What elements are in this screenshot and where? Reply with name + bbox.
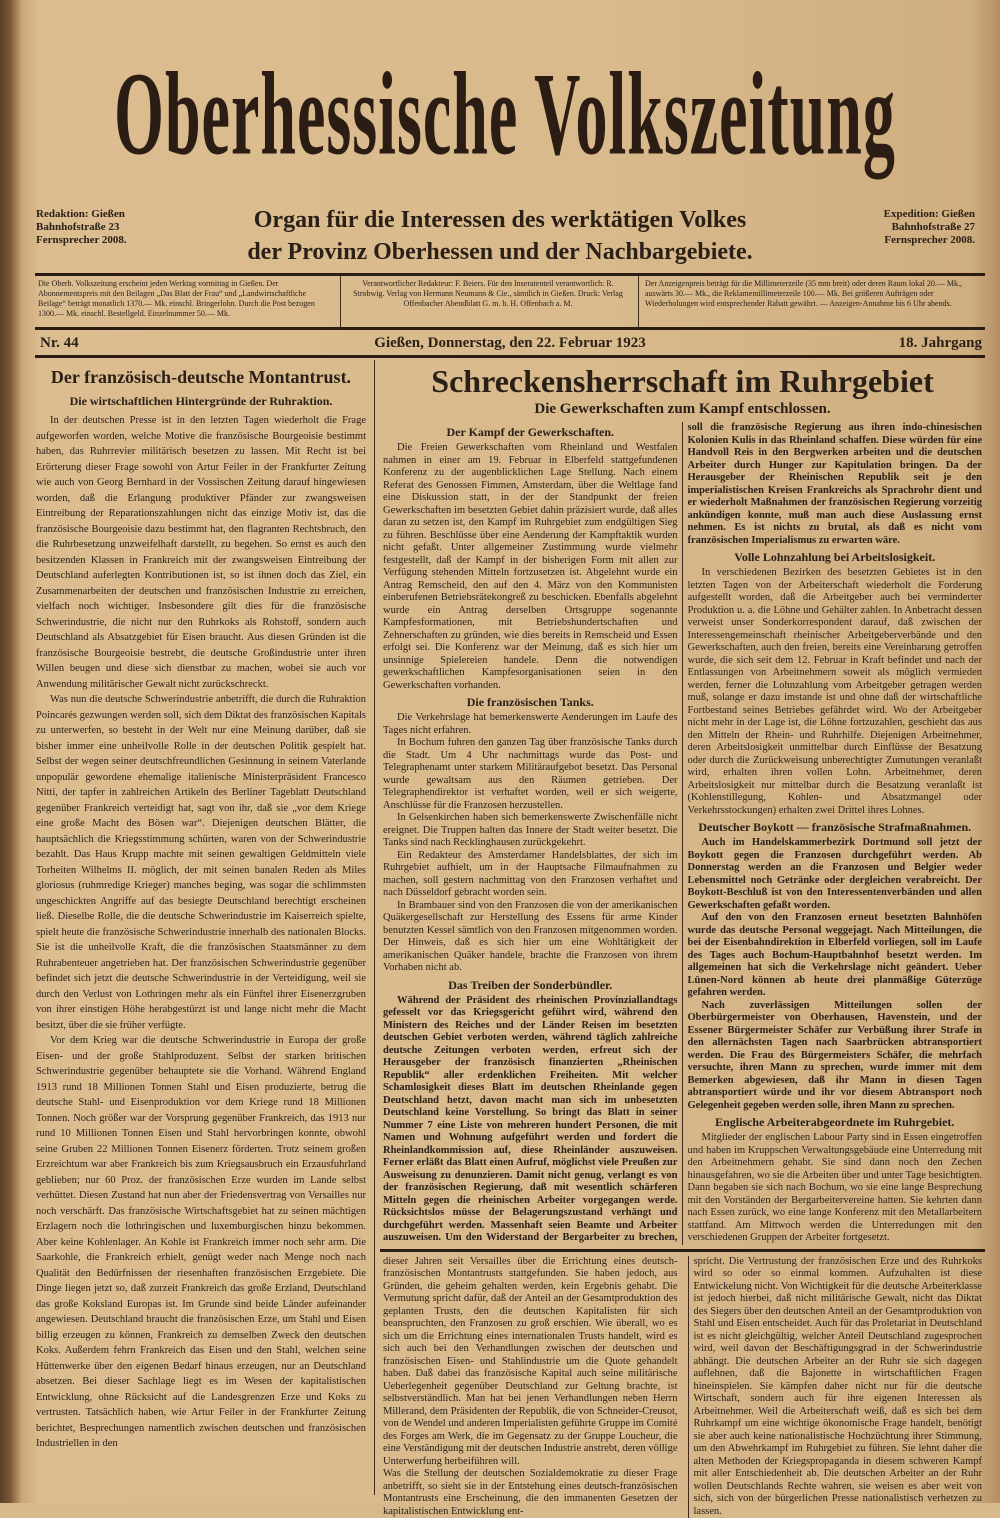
office-line: Fernsprecher 2008. bbox=[880, 234, 975, 247]
continuation-column-1: dieser Jahren seit Versailles über die Errichtung eines deutsch-französischen Montantrusts stattgefunden. Sie haben jedoch, aus Gründen, die geheim gehalten werden, kein Ergebnis gehabt. Die Vermutung spricht dafür, daß der Anteil an der Gesamtproduktion des geplanten Trusts, den die deutschen Kapitalisten für sich beanspruchten, den Franzosen zu groß erschien. Wie überall, wo es sich um die Errichtung eines internationalen Trusts handelt, wird es sich auch bei den Verhandlungen zwischen der deutschen und französischen Eisen- und Stahlindustrie um die Quote gehandelt haben. Daß dabei das französische Kapital auch seine militärische Ueberlegenheit gegenüber Deutschland zur Geltung brachte, ist selbstverständlich. Man hat bei jenen Verhandlungen neben Herrn Millerand, dem Präsidenten der Republik, die von Schneider-Creusot, von de Wendel und anderen Imperialisten geführte Gruppe im Comité des Forges am Werk, die im Gegensatz zu der Gruppe Loucheur, die eine Verständigung mit der deutschen Industrie anstrebt, deren völlige Unterwerfung herbeiführen will. Was die Stellung der deutschen Sozialdemokratie zu dieser Frage anbetrifft, so sieht sie in der Entstehung eines deutsch-französischen Montantrusts eine Erscheinung, die den immanenten Gesetzen der kapitalistischen Entwicklung ent- bbox=[383, 1256, 678, 1518]
editorial-office-box bbox=[36, 208, 131, 247]
section-heading: Das Treiben der Sonderbündler. bbox=[383, 978, 678, 993]
divider bbox=[35, 273, 985, 276]
editor-info: Verantwortlicher Redakteur: F. Beiers. Für den Inseratenteil verantwortlich: R. Strobwig. Verlag von Hermann Neumann & Cie., sämtlich in Gießen. Druck: Verlag Offenbacher Abendblatt G. m. b. H. Offenbach a. M. bbox=[348, 279, 628, 325]
section-heading: Deutscher Boykott — französische Strafmaßnahmen. bbox=[688, 820, 983, 835]
article-headline: Der französisch-deutsche Montantrust. bbox=[36, 366, 366, 388]
office-line: Expedition: Gießen bbox=[880, 208, 975, 221]
paragraph: Auf den von den Franzosen erneut besetzten Bahnhöfen wurde das deutsche Personal weggejagt. Nach Mitteilungen, die bei der Eisenbahndirektion in Elberfeld vorliegen, soll im Laufe des Tages auch Bochum-Hauptbahnhof besetzt werden. Im allgemeinen hat sich die Verkehrslage nicht geändert. Ueber Lünen-Nord können ab heute drei planmäßige Güterzüge gefahren werden. bbox=[688, 912, 983, 1000]
advertising-info: Der Anzeigenpreis beträgt für die Millimeterzeile (35 mm breit) oder deren Raum lokal 20.— Mk., auswärts 30.— Mk., die Reklamemillimeterzeile 100.— Mk. Bei größeren Aufträgen oder Wiederholungen wird entsprechender Rabatt gewährt. — Anzeigen-Annahme bis 6 Uhr abends. bbox=[645, 279, 980, 325]
office-line: Redaktion: Gießen bbox=[36, 208, 131, 221]
issue-number: Nr. 44 bbox=[40, 335, 79, 352]
section-heading: Der Kampf der Gewerkschaften. bbox=[383, 425, 678, 440]
divider bbox=[35, 327, 985, 330]
main-article-columns bbox=[380, 422, 985, 1245]
section-heading: Die französischen Tanks. bbox=[383, 695, 678, 710]
paragraph: Ein Redakteur des Amsterdamer Handelsblattes, der sich im Ruhrgebiet aufhielt, um in der Hauptsache Filmaufnahmen zu machen, soll gestern nachmittag von den Franzosen verhaftet und nach Düsseldorf gebracht worden sein. bbox=[383, 850, 678, 900]
paragraph: Die Verkehrslage hat bemerkenswerte Aenderungen im Laufe des Tages nicht erfahren. bbox=[383, 712, 678, 737]
paragraph: In verschiedenen Bezirken des besetzten Gebietes ist in den letzten Tagen von der Arbeiterschaft wiederholt die Forderung aufgestellt worden, daß die Arbeitgeber auch bei verminderter Produktion u. a. die Löhne und Gehälter zahlen. In Anbetracht dessen verweist unser Sonderkorrespondent darauf, daß zwischen der Interessengemeinschaft rheinischer Arbeitgeberverbände und den Gewerkschaften, auch den freien, bereits eine Vereinbarung getroffen wurde, die sich seit dem 12. Februar in Kraft befindet und nach der Entlassungen von Arbeitnehmern soweit als möglich vermieden werden, ferner die Lohnzahlung vom Arbeitgeber getragen werden muß, solange er dazu imstande ist und ohne daß der wirtschaftliche Fortbestand seines Betriebes gefährdet wird. Wo der Arbeitgeber nicht mehr in der Lage ist, die Löhne fortzuzahlen, geschieht das aus den Mitteln der Rhein- und Ruhrhilfe. Diejenigen Arbeitnehmer, deren Arbeitslosigkeit unmittelbar durch Einflüsse der Besatzung oder durch die Zurückweisung unberechtigter Zumutungen veranlaßt wird, erhalten ihren vollen Lohn. Arbeitnehmer, deren Arbeitslosigkeit nur mittelbar durch die Besatzung veranlaßt ist (Kohlenstillegung, Kohlen- und Absatzmangel oder Verkehrsstockungen) erhalten zwei Drittel ihres Lohnes. bbox=[688, 567, 983, 817]
main-subheadline: Die Gewerkschaften zum Kampf entschlossen. bbox=[380, 400, 985, 418]
paragraph: Mitglieder der englischen Labour Party sind in Essen eingetroffen und haben im Kruppschen Verwaltungsgebäude eine Unterredung mit den Arbeitnehmern gehabt. Sie sind dann noch den Zechen hinausgefahren, wo sie die Arbeiten über und unter Tage besichtigten. Dann begaben sie sich nach Bochum, wo sie eine lange Besprechung mit den Vorständen der Bergarbeitervereine hatten. Sie kehrten dann nach Essen zurück, wo eine lange Konferenz mit den Metallarbeitern stattfand. Am Mittwoch werden die Unterredungen mit den verschiedenen Gruppen der Arbeiter fortgesetzt. bbox=[688, 1132, 983, 1245]
subscription-info: Die Oberh. Volkszeitung erscheint jeden Werktag vormittag in Gießen. Der Abonnementspreis mit den Beilagen „Das Blatt der Frau“ und „Landwirtschaftliche Beilage“ beträgt monatlich 1370.— Mk. einschl. Bringerlohn. Durch die Post bezogen 1300.— Mk. einschl. Bestellgeld. Einzelnummer 50.— Mk. bbox=[38, 279, 333, 325]
divider bbox=[35, 355, 985, 358]
article-subheadline: Die wirtschaftlichen Hintergründe der Ruhraktion. bbox=[36, 394, 366, 409]
continuation-columns bbox=[380, 1256, 985, 1518]
paragraph: In Gelsenkirchen haben sich bemerkenswerte Zwischenfälle nicht ereignet. Die Truppen halten das Innere der Stadt weiter besetzt. Die Tanks sind nach Recklinghausen zurückgekehrt. bbox=[383, 812, 678, 850]
volume-year: 18. Jahrgang bbox=[899, 335, 982, 352]
issue-date: Gießen, Donnerstag, den 22. Februar 1923 bbox=[320, 335, 700, 352]
paragraph: Auch im Handelskammerbezirk Dortmund soll jetzt der Boykott gegen die Franzosen durchgeführt werden. Ab Donnerstag werden an die Franzosen und Belgier weder Lebensmittel noch Getränke oder dergleichen verabreicht. Der Boykott-Beschluß ist von den Interessentenverbänden und allen Gewerkschaften gefaßt worden. bbox=[688, 837, 983, 912]
paragraph: In Bochum fuhren den ganzen Tag über französische Tanks durch die Stadt. Um 4 Uhr nachmittags wurde das Post- und Telegraphenamt unter starkem Militäraufgebot besetzt. Das Personal wurde gewaltsam aus den Räumen getrieben. Der Telegraphendirektor ist verhaftet worden, weil er sich weigerte, Anschlüsse für die Franzosen herzustellen. bbox=[383, 737, 678, 812]
main-headline: Schreckensherrschaft im Ruhrgebiet bbox=[380, 362, 985, 400]
article-montantrust bbox=[36, 364, 366, 1452]
paragraph: Nach zuverlässigen Mitteilungen sollen der Oberbürgermeister von Oberhausen, Havenstein, und der Essener Bürgermeister Schäfer zur Verbüßung ihrer Strafe in den allernächsten Tagen nach Saarbrücken abtransportiert werden. Die Frau des Bürgermeisters Schäfer, die mehrfach versuchte, ihren Mann zu sprechen, wurde immer mit dem Bemerken abgewiesen, daß ihr Mann in diesen Tagen abtransportiert würde und ihr vor diesem Abtransport noch Gelegenheit gegeben werden solle, ihren Mann zu sprechen. bbox=[688, 1000, 983, 1113]
paragraph: In der deutschen Presse ist in den letzten Tagen wiederholt die Frage aufgeworfen worden, welche Motive die französische Bourgeoisie bestimmt haben, das Ruhrrevier militärisch besetzen zu lassen. Mit Recht ist bei Erörterung dieser Frage sowohl von Artur Feiler in der Frankfurter Zeitung wie auch von Georg Bernhard in der Vossischen Zeitung darauf hingewiesen worden, daß die Erlangung produktiver Pfänder zur zwangsweisen Eintreibung der Reparationszahlungen nicht das einzige Motiv ist, das die französische Bourgeoisie dazu bestimmt hat, den flagranten Rechtsbruch, den die Ruhrbesetzung unzweifelhaft darstellt, zu begehen. So ernst es auch den besitzenden Klassen in Frankreich mit der zwangsweisen Eintreibung der Deutschland auferlegten Kontributionen ist, so ist ihnen doch das Ziel, ein Zusammenarbeiten der deutschen und französischen Industrie zu erreichen, vielfach noch wichtiger. Insbesondere gilt dies für die französische Schwerindustrie, die nicht nur den Ruhrkoks als Rohstoff, sondern auch Deutschland als Absatzgebiet für Eisen braucht. Aus diesen Gründen ist die französische Bourgeoisie bestrebt, die deutsche Großindustrie unter ihren Willen beugen und diese sich dienstbar zu machen, wobei sie auch vor Anwendung militärischer Gewalt nicht zurückschreckt. bbox=[36, 413, 366, 692]
office-line: Bahnhofstraße 23 bbox=[36, 221, 131, 234]
office-line: Bahnhofstraße 27 bbox=[880, 221, 975, 234]
office-line: Fernsprecher 2008. bbox=[36, 234, 131, 247]
divider bbox=[380, 1249, 985, 1252]
divider bbox=[340, 276, 341, 328]
main-article-area bbox=[380, 362, 985, 1518]
column-divider bbox=[374, 360, 375, 1495]
paragraph: Die Freien Gewerkschaften vom Rheinland und Westfalen nahmen in einer am 19. Februar in Elberfeld stattgefundenen Konferenz zu der augenblicklichen Lage Stellung. Nach einem Referat des Genossen Fimmen, Amsterdam, über die Weltlage fand eine Diskussion statt, in der der Standpunkt der freien Gewerkschaften im besetzten Gebiet dahin präzisiert wurde, daß alles daran zu setzen ist, den Kampf im Ruhrgebiet zum endgültigen Sieg zu führen. Beschlüsse über eine Aenderung der Kampftaktik wurden nicht gefaßt. Unter allgemeiner Zustimmung wurde vielmehr festgestellt, daß der Kampf in der bisherigen Form mit allen zur Verfügung stehenden Mitteln fortzusetzen ist. Abgelehnt wurde ein Antrag Remscheid, den auf den 4. März von den Kommunisten einberufenen Betriebsrätekongreß zu beschicken. Ebenfalls abgelehnt wurde ein Antrag derselben Ortsgruppe sogenannte Kampfesformationen, mit Betriebshundertschaften und Zehnerschaften zu gründen, wie dies bereits in Remscheid und Essen erfolgt sei. Die Konferenz war der Meinung, daß es sich hier um unsinnige Spielereien handele. Denn die notwendigen gewerkschaftlichen Kampfesorganisationen seien in den Gewerkschaften vorhanden. bbox=[383, 442, 678, 692]
paragraph: Was nun die deutsche Schwerindustrie anbetrifft, die durch die Ruhraktion Poincarés gezwungen werden soll, sich dem Diktat des französischen Kapitals zu unterwerfen, so besteht in der Welt nur eine Meinung darüber, daß sie bisher immer eine unheilvolle Rolle in der deutschen Politik gespielt hat. Selbst der wegen seiner deutschfreundlichen Gesinnung in seinem Vaterlande unpopulär gewordene ehemalige italienische Ministerpräsident Francesco Nitti, der tapfer in zahlreichen Artikeln des Berliner Tageblatt Deutschland gegenüber Frankreich verteidigt hat, sagt von ihr, daß sie „vor dem Kriege eine große Macht des Bösen war“. Diejenigen deutschen Blätter, die hauptsächlich die Kriegsstimmung schürten, waren von der Schwerindustrie bezahlt. Das Haus Krupp machte mit seinen gewaltigen Geldmitteln viele Torheiten Wilhelms II. möglich, der mit seinen banalen Reden als Miles gloriosus (ruhmredige Krieger) manches beging, was sogar die schlimmsten ungeschickten Angriffe auf das besiegte Deutschland berechtigt erscheinen ließ. Dieselbe Rolle, die die deutsche Schwerindustrie im Kaiserreich spielte, spielt heute die französische Schwerindustrie innerhalb des nationalen Blocks. Sie ist die unheilvolle Kraft, die die französischen Staatsmänner zu dem Ruhrabenteuer angetrieben hat. Der französischen Schwerindustrie gegenüber befindet sich jetzt die deutsche Schwerindustrie in der Verteidigung, weil sie durch den Verlust von Lothringen mehr als ein Fünftel ihrer Eisenerzgruben von ihrer einstigen Höhe herabgestürzt ist und lange nicht mehr die Macht besitzt, über die sie früher verfügte. bbox=[36, 692, 366, 1033]
expedition-office-box bbox=[880, 208, 975, 247]
paragraph: In Brambauer sind von den Franzosen die von der amerikanischen Quäkergesellschaft zur Herstellung des Essens für arme Kinder benutzten Kessel sämtlich von den Franzosen mitgenommen worden. Der Hinweis, daß es sich hier um eine Wohltätigkeit der amerikanischen Quäker handele, brachte die Franzosen von ihrem Vorhaben nicht ab. bbox=[383, 900, 678, 975]
divider bbox=[638, 276, 639, 328]
section-heading: Englische Arbeiterabgeordnete im Ruhrgebiet. bbox=[688, 1115, 983, 1130]
subtitle-line-1: Organ für die Interessen des werktätigen Volkes bbox=[140, 206, 860, 234]
paragraph: Während der Präsident des rheinischen Provinziallandtags gefesselt vor das Kriegsgericht geführt wird, während den Ministern des Reiches und der Länder Reisen im besetzten deutschen Gebiet verboten werden, während täglich zahlreiche deutsche Zeitungen verboten werden, erfreut sich der Herausgeber der französisch finanzierten „Rheinischen Republik“ aller erdenklichen Freiheiten. Mit welcher Schamlosigkeit dieses Blatt im deutschen Rheinlande gegen Deutschland hetzt, davon macht man sich im unbesetzten Deutschland keine Vorstellung. So bringt das Blatt in seiner Nummer 7 eine Liste von mehreren hundert Personen, die mit Namen und Wohnung aufgeführt werden und fordert die Rheinlandkommission auf, diese Rheinländer auszuweisen. Ferner erläßt das Blatt einen Aufruf, möglichst viele Preußen zur Ausweisung zu denunzieren. Damit nicht genug, verlangt es von der französischen Regierung, daß mit wesentlich schärferen Mitteln gegen die rheinischen Arbeiter vorgegangen werde. Rücksichtslos müsse der Belagerungszustand verhängt und durchgeführt werden. Massenhaft seien Beamte und Arbeiter auszuweisen. Um den Widerstand der Bergarbeiter zu brechen, soll die französische Regierung aus ihren indo-chinesischen Kolonien Kulis in das Rheinland schaffen. Diese würden für eine Handvoll Reis in den Bergwerken arbeiten und die deutschen Arbeiter durch Hunger zur Kapitulation bringen. Da der Herausgeber der Rheinischen Republik seit je den imperialistischen Kreisen Frankreichs als Sprachrohr dient und er wiederholt Maßnahmen der französischen Regierung vorzeitig ankündigen konnte, muß man auch diese Auslassung ernst nehmen. Es ist nichts zu brutal, als daß es nicht vom französischen Imperialismus zu erwarten wäre. bbox=[383, 422, 982, 1245]
subtitle-line-2: der Provinz Oberhessen und der Nachbargebiete. bbox=[140, 238, 860, 266]
paragraph: Vor dem Krieg war die deutsche Schwerindustrie in Europa der große Eisen- und der große Stahlproduzent. Selbst der starken britischen Schwerindustrie gegenüber behauptete sie die Vorhand. Während England 1913 rund 18 Millionen Tonnen Stahl und Eisen produzierte, betrug die deutsche Stahl- und Eisenproduktion vor dem Kriege rund 18 Millionen Tonnen. Noch größer war der Vorsprung gegenüber Frankreich, das 1913 nur rund 10 Millionen Tonnen Eisen und Stahl hervorbringen konnte, obwohl seine Gruben 22 Millionen Tonnen Eisenerz förderten. Trotz seinem großen Erzreichtum war aber Frankreich bis zum Kriegsausbruch ein Erzausfuhrland geblieben; nur 60 Proz. der französischen Erze wurden im Lande selbst verhüttet. Diesen Zustand hat nun aber der Friedensvertrag von Versailles nur noch verschärft. Das französische Wirtschaftsgebiet hat zu seinen mächtigen Erzlagern noch die lothringischen und luxemburgischen hinzu bekommen. Aber keine Kohlenlager. An Kohle ist Frankreich immer noch sehr arm. Die Saarkohle, die Frankreich erhielt, genügt weder nach Menge noch nach Qualität den Bedürfnissen der riesenhaften französischen Erzgebiete. Die Dinge liegen jetzt so, daß zurzeit Frankreich das große Erzland, Deutschland das große Koksland Europas ist. Im Grunde sind beide Länder aufeinander angewiesen. Deutschland braucht die französischen Erze, um Stahl und Eisen billig erzeugen zu können, Frankreich zu demselben Zweck den deutschen Koks. Außerdem fehrn Frankreich das Eisen und den Stahl, welchen seine Hüttenwerke über den eigenen Bedarf hinaus erzeugen, nur an Deutschland absetzen. Bei dieser Sachlage liegt es im Wesen der kapitalistischen Entwicklung, ohne Rücksicht auf die Landesgrenzen Erze und Koks zu vertrusten. Tatsächlich haben, wie Artur Feiler in der Frankfurter Zeitung berichtet, Besprechungen namentlich zwischen deutschen und französischen Industriellen in den bbox=[36, 1033, 366, 1452]
section-heading: Volle Lohnzahlung bei Arbeitslosigkeit. bbox=[688, 550, 983, 565]
newspaper-title: Oberhessische Volkszeitung bbox=[40, 48, 970, 181]
continuation-column-2: spricht. Die Vertrustung der französischen Erze und des Ruhrkoks wird so oder so einmal kommen. Aufzuhalten ist diese Entwickelung nicht. Von Wichtigkeit für die deutsche Arbeiterklasse ist jedoch hierbei, daß nicht militärische Gewalt, nicht das Diktat des Siegers über den deutschen Anteil an der Gesamtproduktion von Stahl und Eisen entscheidet. Auch für das Proletariat in Deutschland ist es nicht gleichgültig, welcher Anteil Deutschland zugesprochen wird, weil davon der Beschäftigungsgrad in der Schwerindustrie abhängt. Die deutschen Arbeiter an der Ruhr sie sich dagegen auflehnen, daß die Bajonette in wirtschaftlichen Fragen hineinspielen. Sie kämpfen daher nicht nur für die deutsche Wirtschaft, sondern auch für ihre eigenen Interessen als Arbeitnehmer. Weil die Arbeiterschaft weiß, daß es sich bei dem Ruhrkampf um eine wichtige ökonomische Frage handelt, benötigt sie aber auch keine nationalistische Hochzüchtung ihrer Stimmung, um den Abwehrkampf im Ruhrgebiet zu führen. Sie lehnt daher die alten Methoden der Kriegspropaganda in diesem schweren Kampf mit aller Entschiedenheit ab. Die deutschen Arbeiter an der Ruhr wollen Deutschlands Rechte wahren, sie weisen es aber weit von sich, sich von der bürgerlichen Presse nationalistisch verhetzen zu lassen. bbox=[688, 1256, 983, 1518]
